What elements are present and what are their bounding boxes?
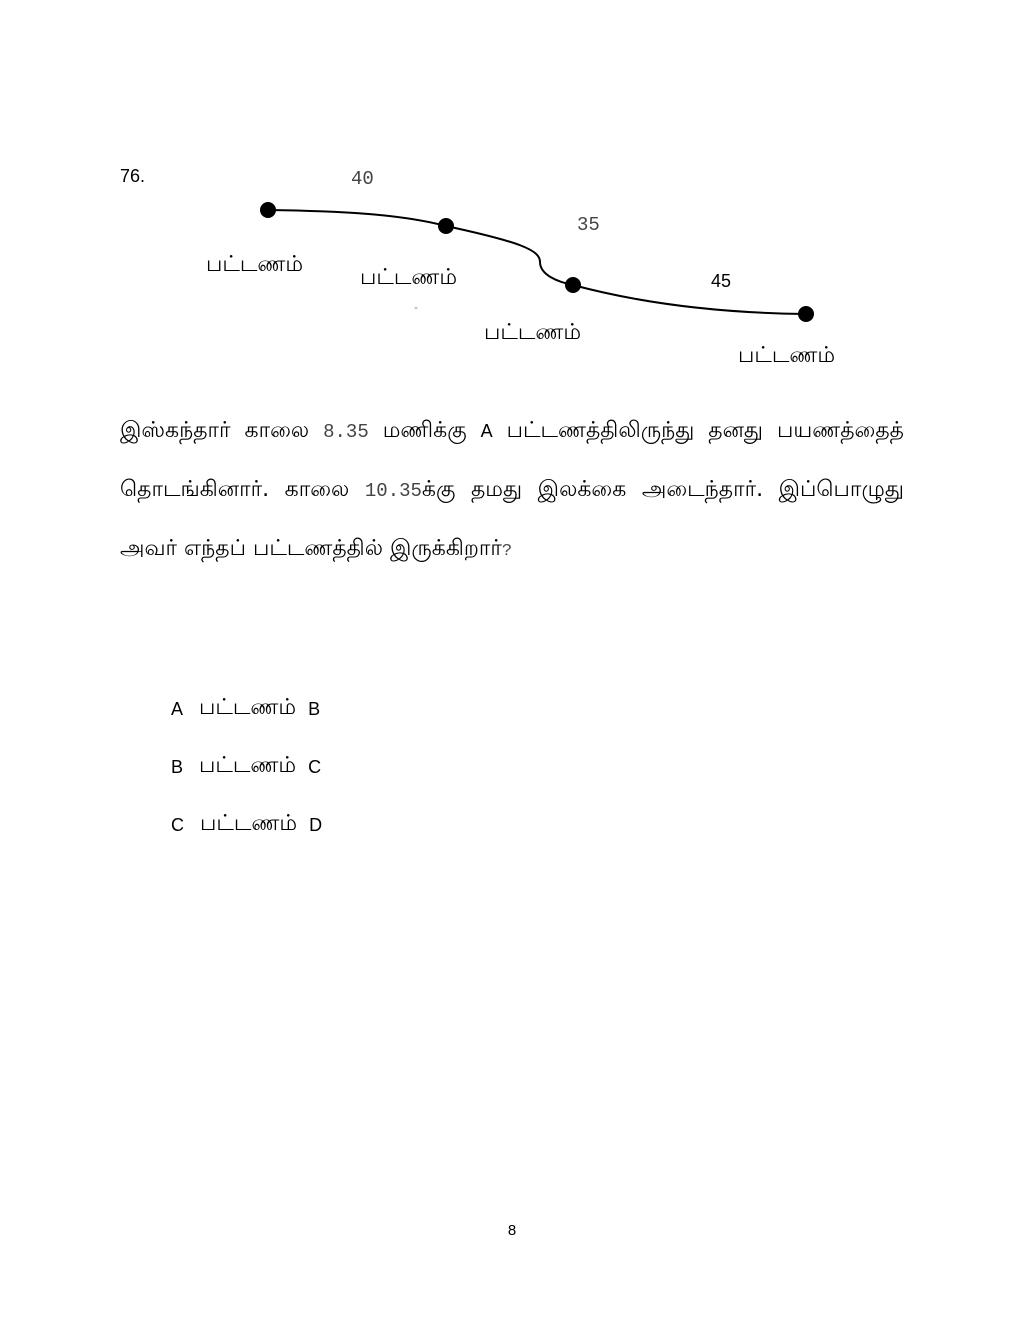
town-point-d	[798, 306, 814, 322]
faint-mark: -	[414, 300, 418, 314]
route-line	[268, 210, 806, 314]
question-part-4: க்கு தமது இலக்கை அடைந்தார். இப்பொழுது அவர் எந்தப் பட்டணத்தில் இருக்கிறார்	[120, 477, 904, 561]
option-to: C	[308, 756, 322, 777]
option-from: A	[171, 698, 184, 719]
town-point-c	[565, 277, 581, 293]
option-middle: பட்டணம்	[199, 753, 297, 778]
answer-options	[171, 680, 322, 854]
option-from: B	[171, 756, 184, 777]
answer-option-2[interactable]	[171, 738, 322, 796]
question-text	[120, 402, 904, 581]
option-to: D	[309, 814, 323, 835]
town-label-a: பட்டணம்	[206, 252, 304, 277]
start-time: 8.35	[323, 421, 369, 443]
town-point-a	[260, 202, 276, 218]
town-label-d: பட்டணம்	[738, 343, 836, 368]
question-mark: ?	[501, 542, 513, 561]
start-town-letter: A	[480, 421, 493, 441]
town-label-b: பட்டணம்	[360, 265, 458, 290]
option-middle: பட்டணம்	[200, 811, 298, 836]
question-part-2: மணிக்கு	[382, 418, 467, 443]
question-number: 76.	[120, 166, 146, 186]
answer-option-1[interactable]	[171, 680, 322, 738]
answer-option-3[interactable]	[171, 796, 322, 854]
distance-label-1: 40	[351, 168, 374, 190]
page-number: 8	[507, 1222, 517, 1239]
option-middle: பட்டணம்	[199, 695, 297, 720]
option-from: C	[171, 814, 184, 835]
end-time: 10.35	[364, 480, 422, 502]
distance-label-2: 35	[577, 214, 600, 236]
question-part-1: இஸ்கந்தார் காலை	[120, 418, 310, 443]
distance-label-3: 45	[711, 271, 732, 291]
question-part-3: பட்டணத்திலிருந்து தனது பயணத்தைத் தொடங்கினார். காலை	[120, 418, 905, 502]
town-label-c: பட்டணம்	[484, 320, 582, 345]
town-point-b	[438, 218, 454, 234]
option-to: B	[308, 698, 321, 719]
